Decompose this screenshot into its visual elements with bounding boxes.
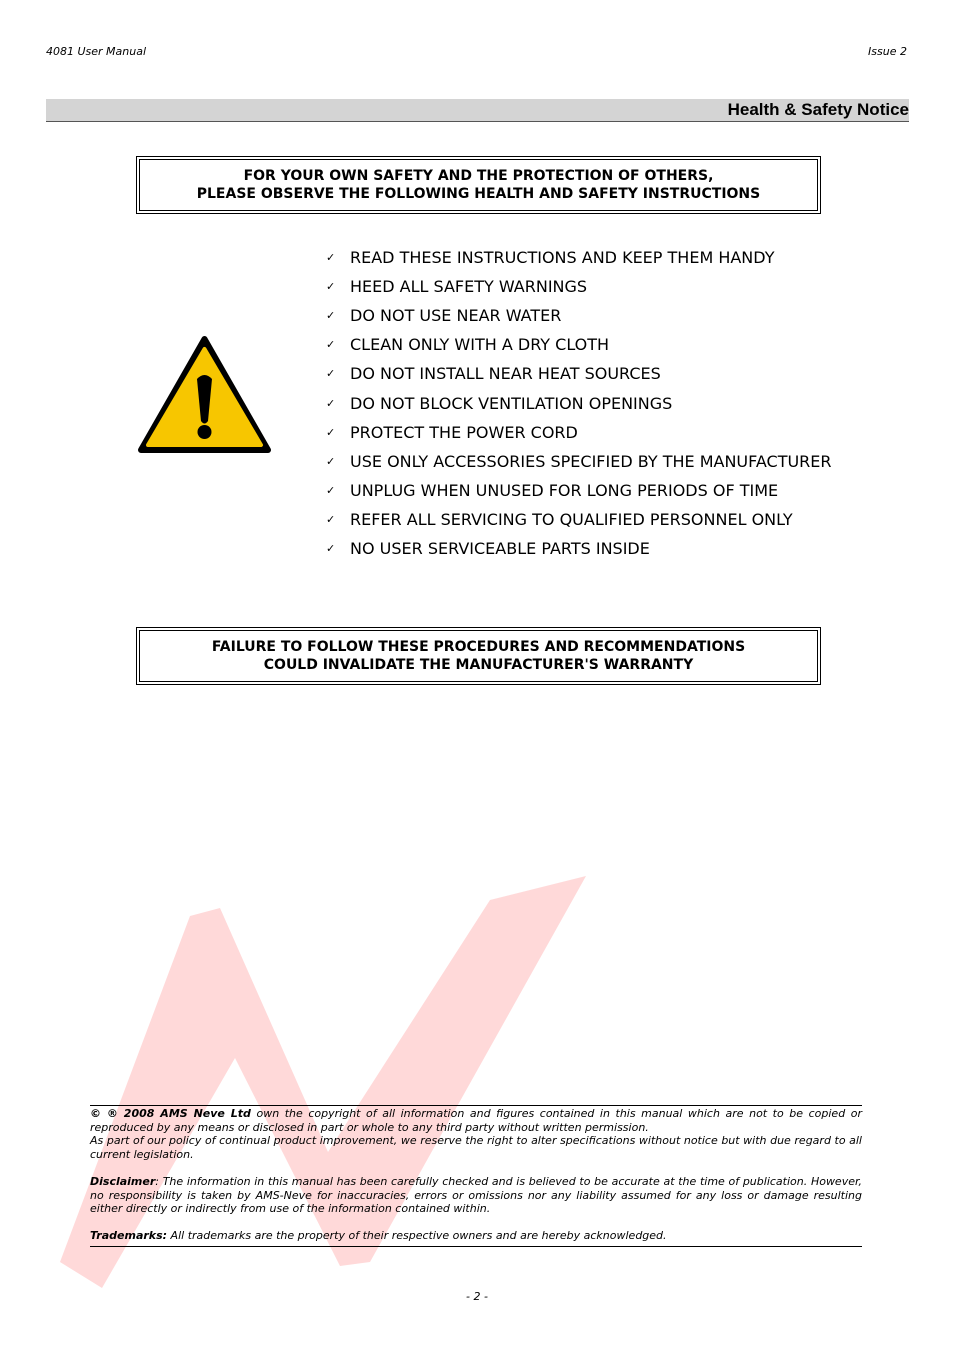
list-item bbox=[326, 447, 832, 476]
disclaimer-label: Disclaimer bbox=[90, 1174, 156, 1188]
check-icon: ✓ bbox=[326, 280, 336, 294]
copyright-label: © ® 2008 AMS Neve Ltd bbox=[90, 1107, 251, 1120]
copyright-paragraph bbox=[90, 1107, 862, 1134]
list-item bbox=[326, 359, 832, 388]
check-icon: ✓ bbox=[326, 541, 336, 555]
check-icon: ✓ bbox=[326, 367, 336, 381]
section-title-bar bbox=[46, 99, 909, 122]
disclaimer-text: : The information in this manual has been carefully checked and is believed to be accurate at the time of publication. However, no responsibility is taken by AMS-Neve for inaccuracies, errors or omissions nor any liability assumed for any loss or damage resulting either directly or indirectly from use of the information contained within. bbox=[90, 1174, 862, 1216]
manual-title: 4081 User Manual bbox=[46, 45, 147, 58]
list-item-text: DO NOT INSTALL NEAR HEAT SOURCES bbox=[350, 364, 661, 384]
list-item bbox=[326, 330, 832, 359]
check-icon: ✓ bbox=[326, 512, 336, 526]
list-item bbox=[326, 388, 832, 417]
list-item-text: DO NOT USE NEAR WATER bbox=[350, 306, 562, 326]
warranty-notice-line-1: FAILURE TO FOLLOW THESE PROCEDURES AND RECOMMENDATIONS bbox=[211, 639, 746, 655]
section-title: Health & Safety Notice bbox=[727, 100, 909, 119]
warranty-notice-line-2: COULD INVALIDATE THE MANUFACTURER'S WARRANTY bbox=[263, 657, 694, 673]
list-item bbox=[326, 243, 832, 272]
safety-notice-line-2: PLEASE OBSERVE THE FOLLOWING HEALTH AND SAFETY INSTRUCTIONS bbox=[196, 186, 761, 202]
legal-footer bbox=[90, 1105, 862, 1247]
check-icon: ✓ bbox=[326, 396, 336, 410]
check-icon: ✓ bbox=[326, 483, 336, 497]
list-item bbox=[326, 534, 832, 563]
check-icon: ✓ bbox=[326, 251, 336, 265]
safety-notice-line-1: FOR YOUR OWN SAFETY AND THE PROTECTION OF OTHERS, bbox=[243, 168, 714, 184]
list-item-text: HEED ALL SAFETY WARNINGS bbox=[350, 277, 588, 297]
list-item-text: NO USER SERVICEABLE PARTS INSIDE bbox=[350, 538, 650, 558]
trademarks-label: Trademarks: bbox=[90, 1229, 168, 1243]
copyright-text: own the copyright of all information and figures contained in this manual which are not to be copied or reproduced by any means or disclosed in part or whole to any third party without written permission. bbox=[90, 1107, 862, 1134]
disclaimer-paragraph bbox=[90, 1175, 862, 1216]
check-icon: ✓ bbox=[326, 338, 336, 352]
trademarks-text: All trademarks are the property of their respective owners and are hereby acknowledged. bbox=[167, 1229, 667, 1243]
list-item-text: UNPLUG WHEN UNUSED FOR LONG PERIODS OF TIME bbox=[350, 480, 779, 500]
list-item bbox=[326, 505, 832, 534]
warranty-notice-box bbox=[136, 627, 821, 685]
safety-notice-box bbox=[136, 156, 821, 214]
list-item-text: REFER ALL SERVICING TO QUALIFIED PERSONNEL ONLY bbox=[350, 509, 793, 529]
list-item bbox=[326, 301, 832, 330]
page-number: - 2 - bbox=[466, 1290, 488, 1303]
issue-number: Issue 2 bbox=[868, 45, 907, 58]
check-icon: ✓ bbox=[326, 425, 336, 439]
list-item bbox=[326, 476, 832, 505]
trademarks-paragraph bbox=[90, 1229, 862, 1243]
safety-checklist bbox=[326, 243, 832, 563]
list-item-text: DO NOT BLOCK VENTILATION OPENINGS bbox=[350, 393, 673, 413]
list-item bbox=[326, 418, 832, 447]
policy-paragraph: As part of our policy of continual product improvement, we reserve the right to alter specifications without notice but with due regard to all current legislation. bbox=[90, 1134, 862, 1161]
list-item-text: PROTECT THE POWER CORD bbox=[350, 422, 578, 442]
check-icon: ✓ bbox=[326, 309, 336, 323]
warning-triangle-icon bbox=[137, 335, 272, 455]
list-item-text: USE ONLY ACCESSORIES SPECIFIED BY THE MANUFACTURER bbox=[350, 451, 832, 471]
list-item-text: CLEAN ONLY WITH A DRY CLOTH bbox=[350, 335, 610, 355]
list-item-text: READ THESE INSTRUCTIONS AND KEEP THEM HANDY bbox=[350, 248, 775, 268]
list-item bbox=[326, 272, 832, 301]
check-icon: ✓ bbox=[326, 454, 336, 468]
